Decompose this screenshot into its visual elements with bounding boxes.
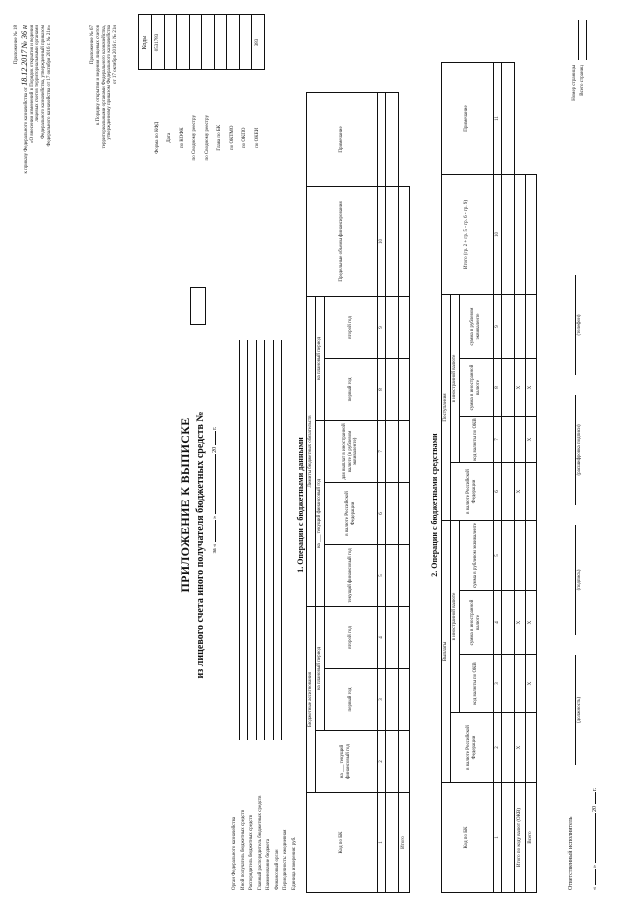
s2-note: Примечание xyxy=(442,63,494,175)
s1-total-row: Итого xyxy=(399,92,410,892)
form-title: ПРИЛОЖЕНИЕ К ВЫПИСКЕ xyxy=(178,417,192,593)
position-line[interactable] xyxy=(575,655,576,765)
section2-table: Код по БК Выплаты Поступления Итого (гр. 2 + гр. 5 - гр. 6 - гр. 9) Примечание в валюте Российской Федерации в иностранной валюте в валюте Российской Федерации в иностранной валюте код валюты по ОКВ сумма в иностранной валюте сумма в рублевом эквиваленте код валюты по ОКВ сумма в иностранной валюте сумма в рублевом эквиваленте 1 2 3 4 5 6 7 8 9 10 11 Итого по коду валют (ОКВ) X X X X Всего X X X X xyxy=(441,62,537,893)
table-row[interactable] xyxy=(386,92,399,892)
s2-total-row: Всего X X X X xyxy=(526,63,537,893)
org-line-5[interactable] xyxy=(281,340,282,740)
pages-total-label: Всего страниц xyxy=(580,65,585,96)
s1-note: Примечание xyxy=(307,92,378,186)
page-number-label: Номер страницы xyxy=(572,65,577,101)
section2-title: 2. Операции с бюджетными средствами xyxy=(430,433,439,577)
statement-date: за « » 20 г. xyxy=(212,426,218,554)
org-line-2[interactable] xyxy=(256,340,257,740)
code-kofk[interactable] xyxy=(177,15,190,70)
s1-alloc-current: на ___ текущий финансовый год xyxy=(315,731,377,793)
org-field-labels: Орган Федерального казначейства Иной получатель бюджетных средств Распорядитель бюджетных средств Главный распорядитель бюджетных средств Наименование бюджета Финансовый орган Периодичность: ежедневная Единица измерения: руб. xyxy=(232,795,297,890)
org-line-1[interactable] xyxy=(247,340,248,740)
s1-group-limits: Лимиты бюджетных обязательств xyxy=(307,296,316,606)
org-line-4[interactable] xyxy=(273,340,274,740)
form-sheet: Приложение № 18 к приказу Федерального казначейства от 18.12.2017 № 36 н «О внесении изменений в Порядок открытия и ведения лицевых счетов территориальными органами Федерального казначейства, утвержденный приказом Федерального казначейства от 17 октября 2016 г. № 21н» Приложение № 67 к Порядку открытия и ведения лицевых счетов территориальными органами Федерального казначейства, утвержденному приказом Федерального казначейства от 17 октября 2016 г. № 21н ПРИЛОЖЕНИЕ К ВЫПИСКЕ из лицевого счета иного получателя бюджетных средств № за « » 20 г. Орган Федерального казначейства Иной получатель бюджетных средств Распорядитель бюджетных средств Главный распорядитель бюджетных средств Наименование бюджета Финансовый орган Периодичность: ежедневная Единица измерения: руб. Коды Форма по КФД 0531783 Дата по КОФК по Сводному реестру по Сводному реестру Глава по БК по ОКТМО по ОКПО по ОКЕИ 383 1. Операции с бюджетными данными Код по БК Бюджетные ассигнования Лимиты бюджетных обязательств Предельные объемы финансирования Примечание на ___ текущий финансовый год на плановый период на ___ текущий финансовый год на плановый период первый год второй год текущий финансовый год в валюте Российской Федерации для выплат в иностранной валюте (в рублевом эквиваленте) первый год второй год 1 2 3 4 5 6 7 8 9 10 Итого 2. Операции с бюджетными средствами Код по БК Выплаты Поступления Итого (гр. 2 + гр. 5 - гр. 6 - гр. 9) Примечание в валюте Российской Федерации в иностранной валюте в валюте Российской Федерации в иностранной валюте код валюты по ОКВ сумма в иностранной валюте сумма в рублевом эквиваленте код валюты по ОКВ сумма в иностранной валюте сумма в рублевом эквиваленте 1 2 3 4 5 6 7 8 9 10 11 Итого по коду валют (ОКВ) X X X X Всего X X X X Ответственный исполнитель (должность) (подпись) (расшифровка подписи) (телефон) « » 20 г. Номер страницы Всего страниц xyxy=(0,0,640,905)
page-number-line[interactable] xyxy=(578,20,579,60)
code-okei: 383 xyxy=(252,15,265,70)
s1-alloc-planned: на плановый период xyxy=(315,606,324,730)
s1-approved-volumes: Предельные объемы финансирования xyxy=(307,186,378,296)
code-registry-2[interactable] xyxy=(202,15,215,70)
table-row[interactable] xyxy=(502,63,515,893)
s2-total-currency-row: Итого по коду валют (ОКВ) X X X X xyxy=(515,63,526,893)
s2-payments: Выплаты xyxy=(442,521,451,783)
s1-limit-planned: на плановый период xyxy=(315,296,324,420)
signature-line[interactable] xyxy=(575,525,576,635)
appendix-reference: Приложение № 67 к Порядку открытия и ведения лицевых счетов территориальными органами Федерального казначейства, утвержденному приказом Федерального казначейства от 17 октября 2016 г. № 21н xyxy=(90,25,118,149)
s1-limit-current: на ___ текущий финансовый год xyxy=(315,420,324,606)
code-form: 0531783 xyxy=(152,15,165,70)
code-date[interactable] xyxy=(164,15,177,70)
form-subtitle: из лицевого счета иного получателя бюджетных средств № xyxy=(195,411,206,679)
pages-total-line[interactable] xyxy=(586,20,587,60)
s2-total-formula: Итого (гр. 2 + гр. 5 - гр. 6 - гр. 9) xyxy=(442,175,494,295)
responsible-label: Ответственный исполнитель xyxy=(568,816,574,890)
s1-col-code: Код по БК xyxy=(307,793,378,893)
appendix-header: Приложение № 18 к приказу Федерального казначейства от 18.12.2017 № 36 н «О внесении изменений в Порядок открытия и ведения лицевых счетов территориальными органами Федерального казначейства, утвержденный приказом Федерального казначейства от 17 октября 2016 г. № 21н» xyxy=(14,25,52,174)
account-number-box[interactable] xyxy=(190,287,206,325)
org-line-3[interactable] xyxy=(264,340,265,740)
codes-header: Коды xyxy=(139,15,152,70)
code-registry-1[interactable] xyxy=(189,15,202,70)
code-chapter[interactable] xyxy=(214,15,227,70)
codes-table: Коды Форма по КФД 0531783 Дата по КОФК по Сводному реестру по Сводному реестру Глава по БК по ОКТМО по ОКПО по ОКЕИ 383 xyxy=(138,15,265,206)
decoding-line[interactable] xyxy=(575,395,576,505)
section1-table: Код по БК Бюджетные ассигнования Лимиты бюджетных обязательств Предельные объемы финансирования Примечание на ___ текущий финансовый год на плановый период на ___ текущий финансовый год на плановый период первый год второй год текущий финансовый год в валюте Российской Федерации для выплат в иностранной валюте (в рублевом эквиваленте) первый год второй год 1 2 3 4 5 6 7 8 9 10 Итого xyxy=(306,92,410,893)
org-line-0[interactable] xyxy=(239,340,240,740)
section1-title: 1. Операции с бюджетными данными xyxy=(296,437,305,573)
s2-receipts: Поступления xyxy=(442,295,451,521)
s1-group-allocations: Бюджетные ассигнования xyxy=(307,606,316,792)
code-oktmo[interactable] xyxy=(227,15,240,70)
footer-date: « » 20 г. xyxy=(592,787,598,890)
phone-line[interactable] xyxy=(575,275,576,375)
s2-col-code: Код по БК xyxy=(442,783,494,893)
code-okpo[interactable] xyxy=(239,15,252,70)
